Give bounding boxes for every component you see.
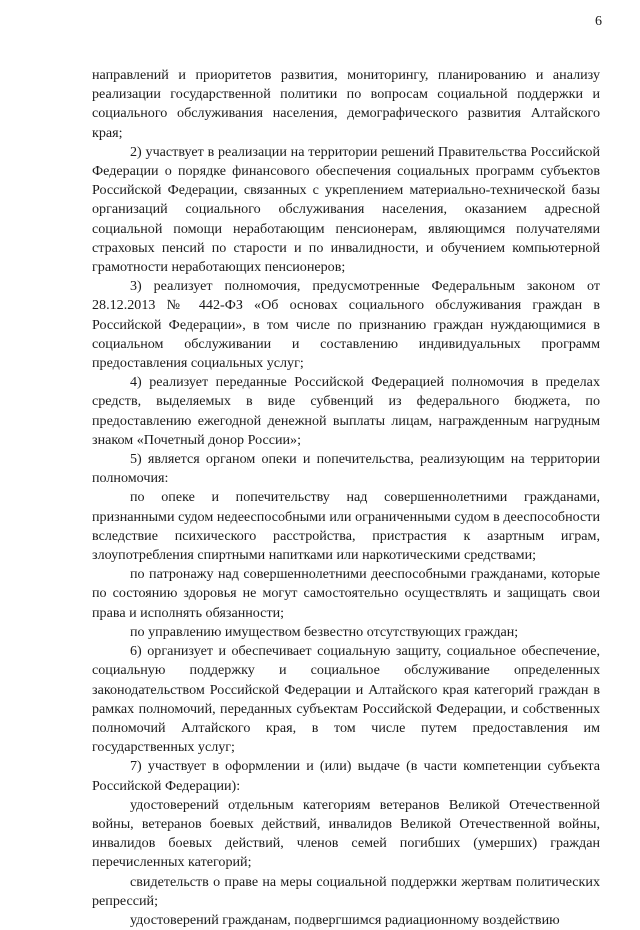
body-text <box>92 66 600 930</box>
paragraph-13: удостоверений гражданам, подвергшимся радиационному воздействию <box>130 911 560 928</box>
paragraph-9: 6) организует и обеспечивает социальную защиту, социальное обеспечение, социальную поддержку и социальное обслуживание определенных законодательством Российской Федерации и Алтайского края категорий граждан в рамках полномочий, переданных субъектам Российской Федерации, и собственных полномочий Алтайского края, в том числе путем предоставления им государственных услуг; <box>92 643 600 756</box>
paragraph-7: по патронажу над совершеннолетними дееспособными гражданами, которые по состоянию здоровья не могут самостоятельно осуществлять и защищать свои права и исполнять обязанности; <box>92 566 600 621</box>
paragraph-8: по управлению имуществом безвестно отсутствующих граждан; <box>130 623 519 640</box>
paragraph-1: направлений и приоритетов развития, мониторингу, планированию и анализу реализации государственной политики по вопросам социальной поддержки и социального обслуживания населения, демографического развития Алтайского края; <box>92 67 600 141</box>
page-number: 6 <box>595 14 602 29</box>
paragraph-10: 7) участвует в оформлении и (или) выдаче (в части компетенции субъекта Российской Федерации): <box>92 758 600 794</box>
paragraph-11: удостоверений отдельным категориям ветеранов Великой Отечественной войны, ветеранов боевых действий, инвалидов Великой Отечественной войны, инвалидов боевых действий, членов семей погибших (умерших) граждан перечисленных категорий; <box>92 796 600 871</box>
paragraph-12: свидетельств о праве на меры социальной поддержки жертвам политических репрессий; <box>92 873 600 909</box>
paragraph-2: 2) участвует в реализации на территории решений Правительства Российской Федерации о порядке финансового обеспечения социальных программ субъектов Российской Федерации, связанных с укреплением материально-технической базы организаций социального обслуживания населения, оказанием адресной социальной помощи неработающим пенсионерам, являющимся получателями страховых пенсий по старости и по инвалидности, и обучением компьютерной грамотности неработающих пенсионеров; <box>92 143 600 276</box>
paragraph-4: 4) реализует переданные Российской Федерацией полномочия в пределах средств, выделяемых в виде субвенций из федерального бюджета, по предоставлению ежегодной денежной выплаты лицам, награжденным нагрудным знаком «Почетный донор России»; <box>92 374 600 448</box>
paragraph-3: 3) реализует полномочия, предусмотренные Федеральным законом от 28.12.2013 № 442-ФЗ «Об основах социального обслуживания граждан в Российской Федерации», в том числе по признанию граждан нуждающимися в социальном обслуживании и составлению индивидуальных программ предоставления социальных услуг; <box>92 278 600 372</box>
paragraph-6: по опеке и попечительству над совершеннолетними гражданами, признанными судом недееспособными или ограниченными судом в дееспособности вследствие психического расстройства, пристрастия к азартным играм, злоупотребления спиртными напитками или наркотическими средствами; <box>92 489 600 564</box>
paragraph-5: 5) является органом опеки и попечительства, реализующим на территории полномочия: <box>92 451 600 487</box>
